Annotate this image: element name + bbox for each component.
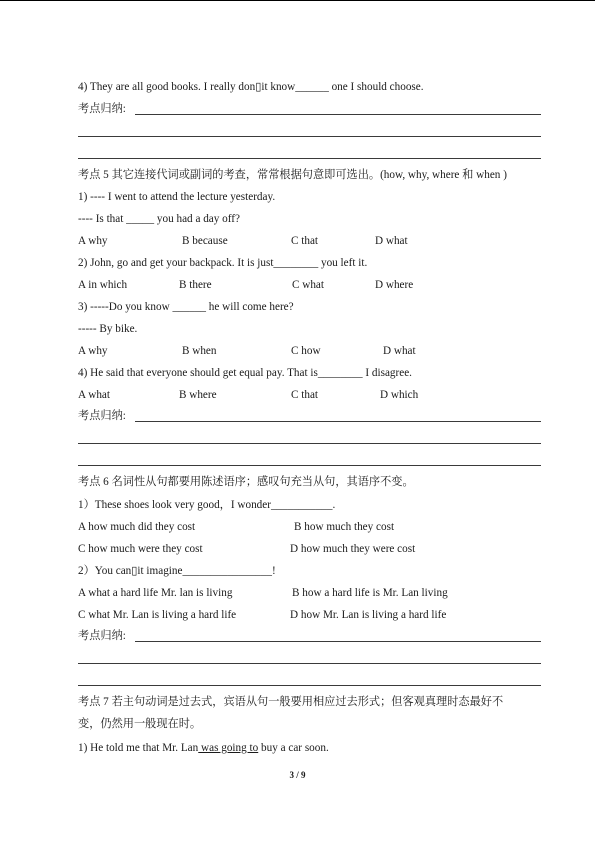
s5-q4-option-c: C that <box>291 389 319 401</box>
s7-q1-underlined: was going to <box>198 742 259 754</box>
s5-q3-option-c: C how <box>291 345 321 357</box>
summary-blank[interactable] <box>135 421 541 422</box>
s6-q2-option-c: C what Mr. Lan is living a hard life <box>78 609 237 621</box>
s5-question-3a: 3) -----Do you know ______ he will come here? <box>78 301 294 313</box>
section-divider <box>78 685 541 686</box>
section-7-heading-line-2: 变，仍然用一般现在时。 <box>78 718 202 730</box>
s7-question-1 <box>78 741 329 755</box>
s5-question-4: 4) He said that everyone should get equal pay. That is________ I disagree. <box>78 367 412 379</box>
s5-q1-option-a: A why <box>78 235 108 247</box>
s5-q4-option-d: D which <box>380 389 419 401</box>
s6-q1-option-d: D how much they were cost <box>290 543 416 555</box>
s6-q2-option-b: B how a hard life is Mr. Lan living <box>292 587 448 599</box>
section-6-heading: 考点 6 名词性从句都要用陈述语序；感叹句充当从句，其语序不变。 <box>78 476 414 488</box>
question-4-top: 4) They are all good books. I really don▯it know______ one I should choose. <box>78 81 424 93</box>
summary-line[interactable] <box>78 443 541 444</box>
s7-q1-start: 1) He told me that Mr. Lan <box>78 742 199 754</box>
summary-blank[interactable] <box>135 114 541 115</box>
s5-q3-option-a: A why <box>78 345 108 357</box>
section-divider <box>78 158 541 159</box>
s5-q3-option-b: B when <box>182 345 217 357</box>
s5-question-1b: ---- Is that _____ you had a day off? <box>78 213 240 225</box>
page-number: 3 / 9 <box>289 770 306 780</box>
s5-q4-option-a: A what <box>78 389 111 401</box>
summary-label: 考点归纳: <box>78 630 126 642</box>
s6-q1-option-c: C how much were they cost <box>78 543 203 555</box>
summary-line[interactable] <box>78 663 541 664</box>
summary-label: 考点归纳: <box>78 410 126 422</box>
s5-q1-option-c: C that <box>291 235 319 247</box>
s5-q2-option-c: C what <box>292 279 325 291</box>
summary-line[interactable] <box>78 136 541 137</box>
s5-q1-option-d: D what <box>375 235 408 247</box>
section-5-heading: 考点 5 其它连接代词或副词的考查，常常根据句意即可选出。(how, why, where 和 when ) <box>78 169 507 181</box>
s6-q1-option-b: B how much they cost <box>294 521 395 533</box>
s6-q2-option-a: A what a hard life Mr. lan is living <box>78 587 233 599</box>
s5-q3-option-d: D what <box>383 345 416 357</box>
s6-q2-option-d: D how Mr. Lan is living a hard life <box>290 609 447 621</box>
s6-question-2: 2）You can▯it imagine________________! <box>78 565 276 577</box>
s6-q1-option-a: A how much did they cost <box>78 521 196 533</box>
summary-label: 考点归纳: <box>78 103 126 115</box>
section-divider <box>78 465 541 466</box>
s5-q2-option-a: A in which <box>78 279 128 291</box>
s5-q4-option-b: B where <box>179 389 217 401</box>
s5-q1-option-b: B because <box>182 235 228 247</box>
s5-question-2: 2) John, go and get your backpack. It is just________ you left it. <box>78 257 368 269</box>
s5-question-1a: 1) ---- I went to attend the lecture yesterday. <box>78 191 276 203</box>
s5-question-3b: ----- By bike. <box>78 323 138 335</box>
s7-q1-end: buy a car soon. <box>258 742 329 754</box>
s5-q2-option-d: D where <box>375 279 414 291</box>
s5-q2-option-b: B there <box>179 279 212 291</box>
page-top-border <box>0 0 595 1</box>
summary-blank[interactable] <box>135 641 541 642</box>
section-7-heading-line-1: 考点 7 若主句动词是过去式，宾语从句一般要用相应过去形式；但客观真理时态最好不 <box>78 696 504 708</box>
s6-question-1: 1）These shoes look very good，I wonder___________. <box>78 499 336 511</box>
